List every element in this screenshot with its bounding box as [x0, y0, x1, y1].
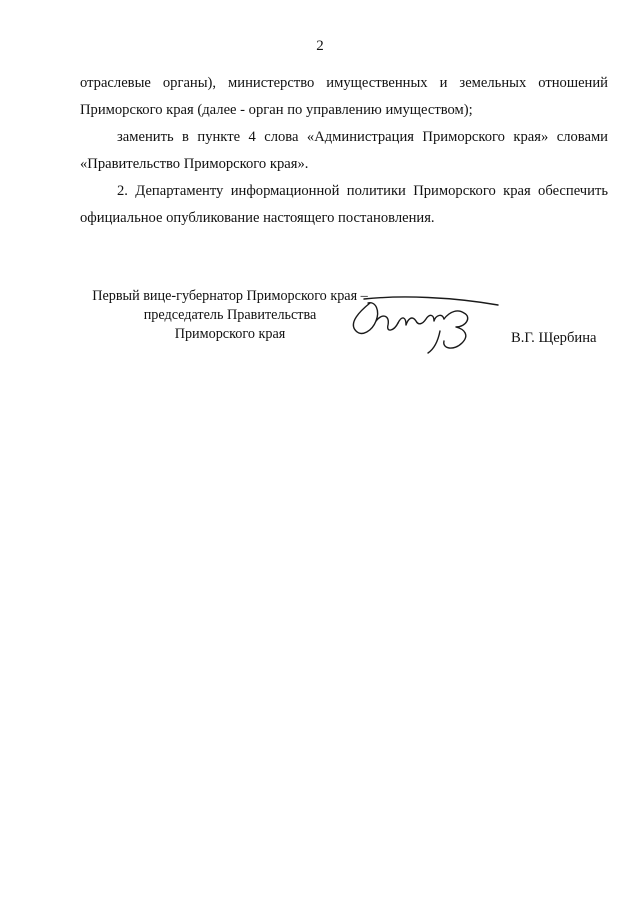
paragraph-continuation: отраслевые органы), министерство имущественных и земельных отношений Приморского края (далее - орган по управлению имуществом);: [80, 75, 608, 118]
paragraph-publication: 2. Департаменту информационной политики Приморского края обеспечить официальное опубликование настоящего постановления.: [80, 183, 608, 226]
signature-stroke-underline: [364, 297, 498, 305]
signature-stroke-loop: [376, 316, 398, 330]
signatory-position: [80, 287, 380, 344]
page-number: 2: [316, 38, 324, 54]
signature-block: [80, 287, 620, 367]
handwritten-signature: [342, 291, 522, 361]
position-line-3: Приморского края: [174, 326, 286, 342]
position-line-1: Первый вице-губернатор Приморского края –: [92, 288, 368, 304]
document-body: [80, 70, 608, 232]
signatory-name: В.Г. Щербина: [511, 330, 597, 346]
paragraph-replace-words: заменить в пункте 4 слова «Администрация Приморского края» словами «Правительство Приморского края».: [80, 129, 608, 172]
signature-stroke-tail: [444, 311, 468, 348]
position-line-2: председатель Правительства: [143, 307, 317, 323]
signature-stroke-body: [398, 315, 444, 325]
signature-stroke-descender: [428, 331, 440, 353]
signature-stroke-initial: [353, 303, 377, 334]
